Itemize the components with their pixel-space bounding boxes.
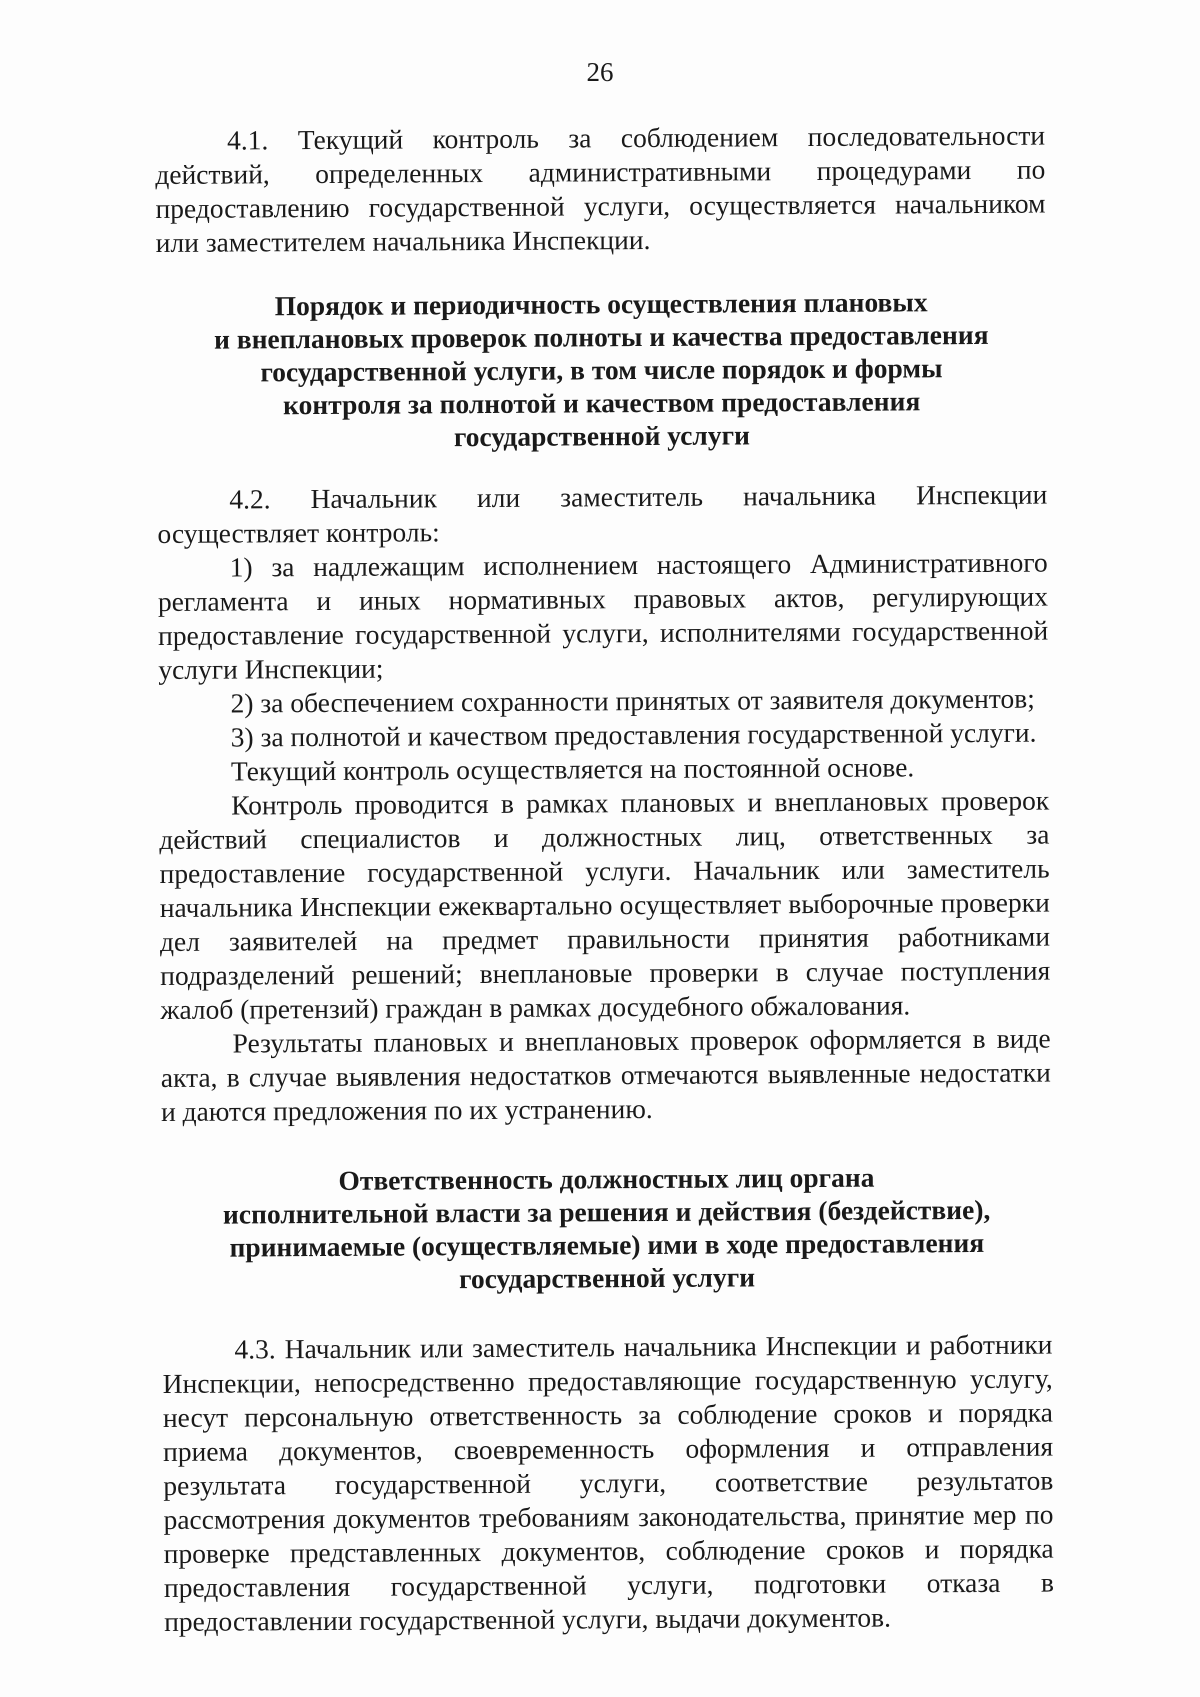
heading-line: Ответственность должностных лиц органа: [338, 1161, 875, 1196]
section-heading-responsibility: [161, 1160, 1052, 1297]
list-item-3: 3) за полнотой и качеством предоставления государственной услуги.: [230, 716, 1037, 753]
paragraph-4-2: 4.2. Начальник или заместитель начальника Инспекции осуществляет контроль:: [157, 478, 1048, 549]
paragraph-4-1: 4.1. Текущий контроль за соблюдением последовательности действий, определенных административными процедурами по предоставлению государственной услуги, осуществляется начальником или заместителем начальника Инспекции.: [155, 119, 1046, 258]
page-number: 26: [586, 57, 614, 87]
paragraph-current-control: Текущий контроль осуществляется на постоянной основе.: [230, 751, 915, 787]
heading-line: государственной услуги: [458, 1261, 756, 1295]
heading-line: исполнительной власти за решения и действия (бездействие),: [222, 1193, 991, 1230]
list-item-1: 1) за надлежащим исполнением настоящего Административного регламента и иных нормативных правовых актов, регулирующих предоставление государственной услуги, исполнителями государственной услуги Инспекции;: [157, 546, 1049, 685]
heading-line: и внеплановых проверок полноты и качества предоставления: [213, 318, 989, 355]
paragraph-control-checks: Контроль проводится в рамках плановых и внеплановых проверок действий специалистов и должностных лиц, ответственных за предоставление государственной услуги. Начальник или заместитель начальника Инспекции ежеквартально осуществляет выборочные проверки дел заявителей на предмет правильности принятия работниками подразделений решений; внеплановые проверки в случае поступления жалоб (претензий) граждан в рамках досудебного обжалования.: [159, 784, 1051, 1025]
list-item-2: 2) за обеспечением сохранности принятых от заявителя документов;: [230, 682, 1035, 719]
paragraph-4-3: 4.3. Начальник или заместитель начальника Инспекции и работники Инспекции, непосредственно предоставляющие государственную услугу, несут персональную ответственность за соблюдение сроков и порядка приема документов, своевременность оформления и отправления результата государственной услуги, соответствие результатов рассмотрения документов требованиям законодательства, принятие мер по проверке представленных документов, соблюдение сроков и порядка предоставления государственной услуги, подготовки отказа в предоставлении государственной услуги, выдачи документов.: [162, 1328, 1055, 1637]
heading-line: принимаемые (осуществляемые) ими в ходе предоставления: [229, 1226, 985, 1263]
section-heading-inspections: [156, 285, 1047, 455]
document-body: [155, 119, 1054, 1639]
heading-line: Порядок и периодичность осуществления плановых: [274, 286, 928, 322]
paragraph-check-results: Результаты плановых и внеплановых проверок оформляется в виде акта, в случае выявления недостатков отмечаются выявленные недостатки и даются предложения по их устранению.: [160, 1022, 1051, 1127]
heading-line: государственной услуги, в том числе порядок и формы: [260, 352, 943, 388]
heading-line: государственной услуги: [453, 419, 750, 453]
heading-line: контроля за полнотой и качеством предоставления: [283, 385, 921, 421]
